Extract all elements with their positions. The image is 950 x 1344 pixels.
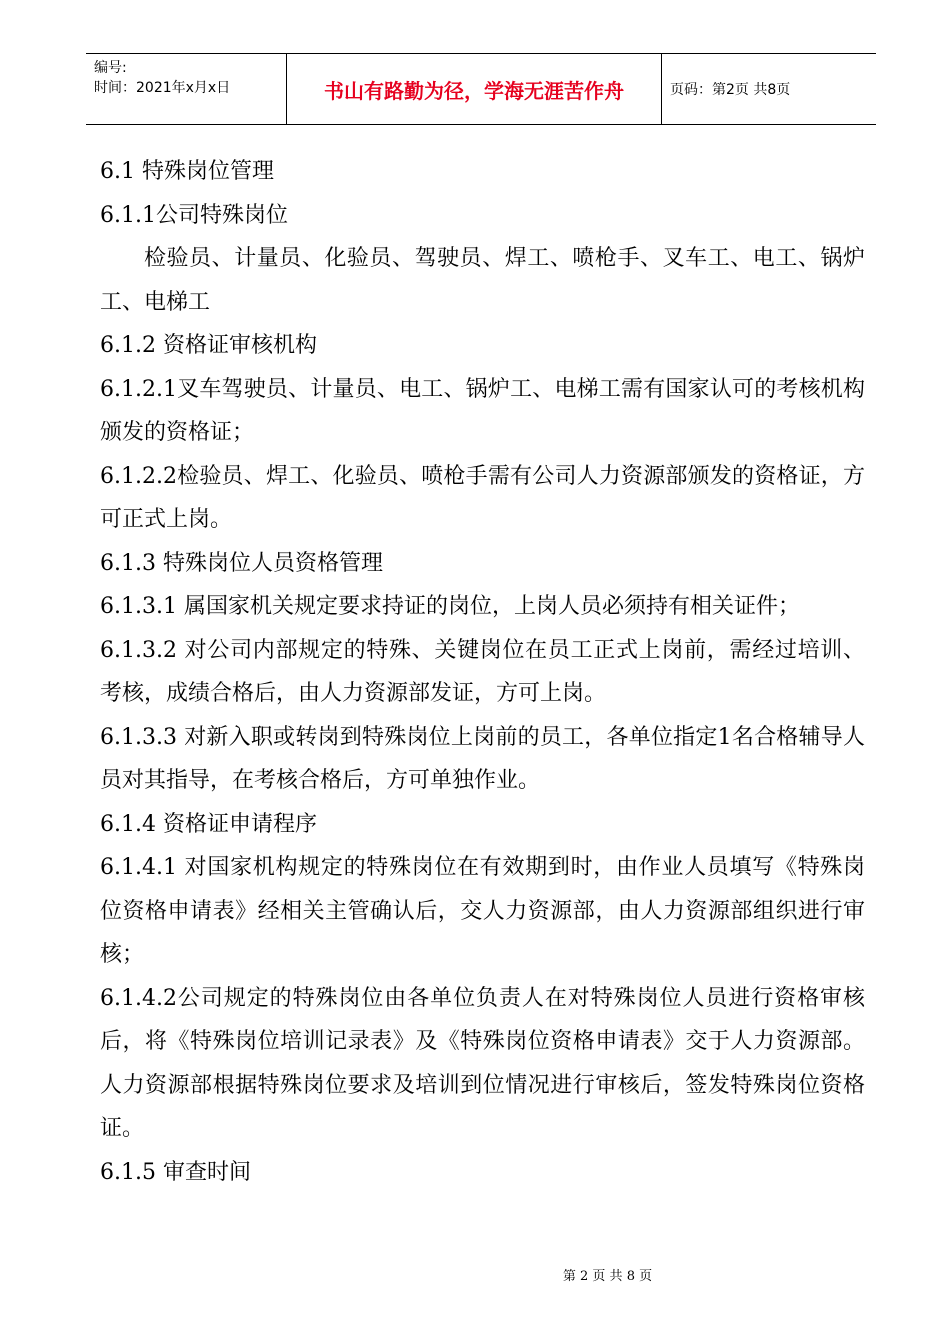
header-page-info: 页码：第2页 共8页 [670,82,791,98]
paragraph: 6.1.3.3 对新入职或转岗到特殊岗位上岗前的员工，各单位指定1名合格辅导人员对其指导，在考核合格后，方可单独作业。 [100,724,865,793]
section-heading: 6.1 特殊岗位管理 [100,159,274,184]
paragraph: 6.1.4.2公司规定的特殊岗位由各单位负责人在对特殊岗位人员进行资格审核后，将《特殊岗位培训记录表》及《特殊岗位资格申请表》交于人力资源部。人力资源部根据特殊岗位要求及培训到位情况进行审核后，签发特殊岗位资格证。 [100,985,865,1141]
code-label: 编号: [94,60,127,76]
paragraph: 6.1.3.2 对公司内部规定的特殊、关键岗位在员工正式上岗前，需经过培训、考核，成绩合格后，由人力资源部发证，方可上岗。 [100,637,865,706]
header-slogan: 书山有路勤为径，学海无涯苦作舟 [286,54,662,124]
paragraph: 检验员、计量员、化验员、驾驶员、焊工、喷枪手、叉车工、电工、锅炉工、电梯工 [100,246,865,315]
paragraph: 6.1.2.2检验员、焊工、化验员、喷枪手需有公司人力资源部颁发的资格证，方可正式上岗。 [100,463,865,532]
subsection-heading: 6.1.5 审查时间 [100,1159,251,1185]
paragraph: 6.1.3.1 属国家机关规定要求持证的岗位，上岗人员必须持有相关证件； [100,594,800,619]
subsection-heading: 6.1.2 资格证审核机构 [100,333,317,358]
subsection-heading: 6.1.1公司特殊岗位 [100,202,288,228]
time-label: 时间：2021年x月x日 [94,80,231,96]
page-footer [0,1265,950,1284]
footer-page-number: 第 2 页 共 8 页 [562,1269,653,1284]
paragraph: 6.1.4.1 对国家机构规定的特殊岗位在有效期到时，由作业人员填写《特殊岗位资格申请表》经相关主管确认后，交人力资源部，由人力资源部组织进行审核； [100,855,865,967]
document-body [100,150,865,1194]
subsection-heading: 6.1.4 资格证申请程序 [100,811,317,837]
paragraph: 6.1.2.1叉车驾驶员、计量员、电工、锅炉工、电梯工需有国家认可的考核机构颁发的资格证； [100,376,865,445]
header-meta [94,58,230,98]
subsection-heading: 6.1.3 特殊岗位人员资格管理 [100,550,383,576]
page-header [86,53,876,125]
